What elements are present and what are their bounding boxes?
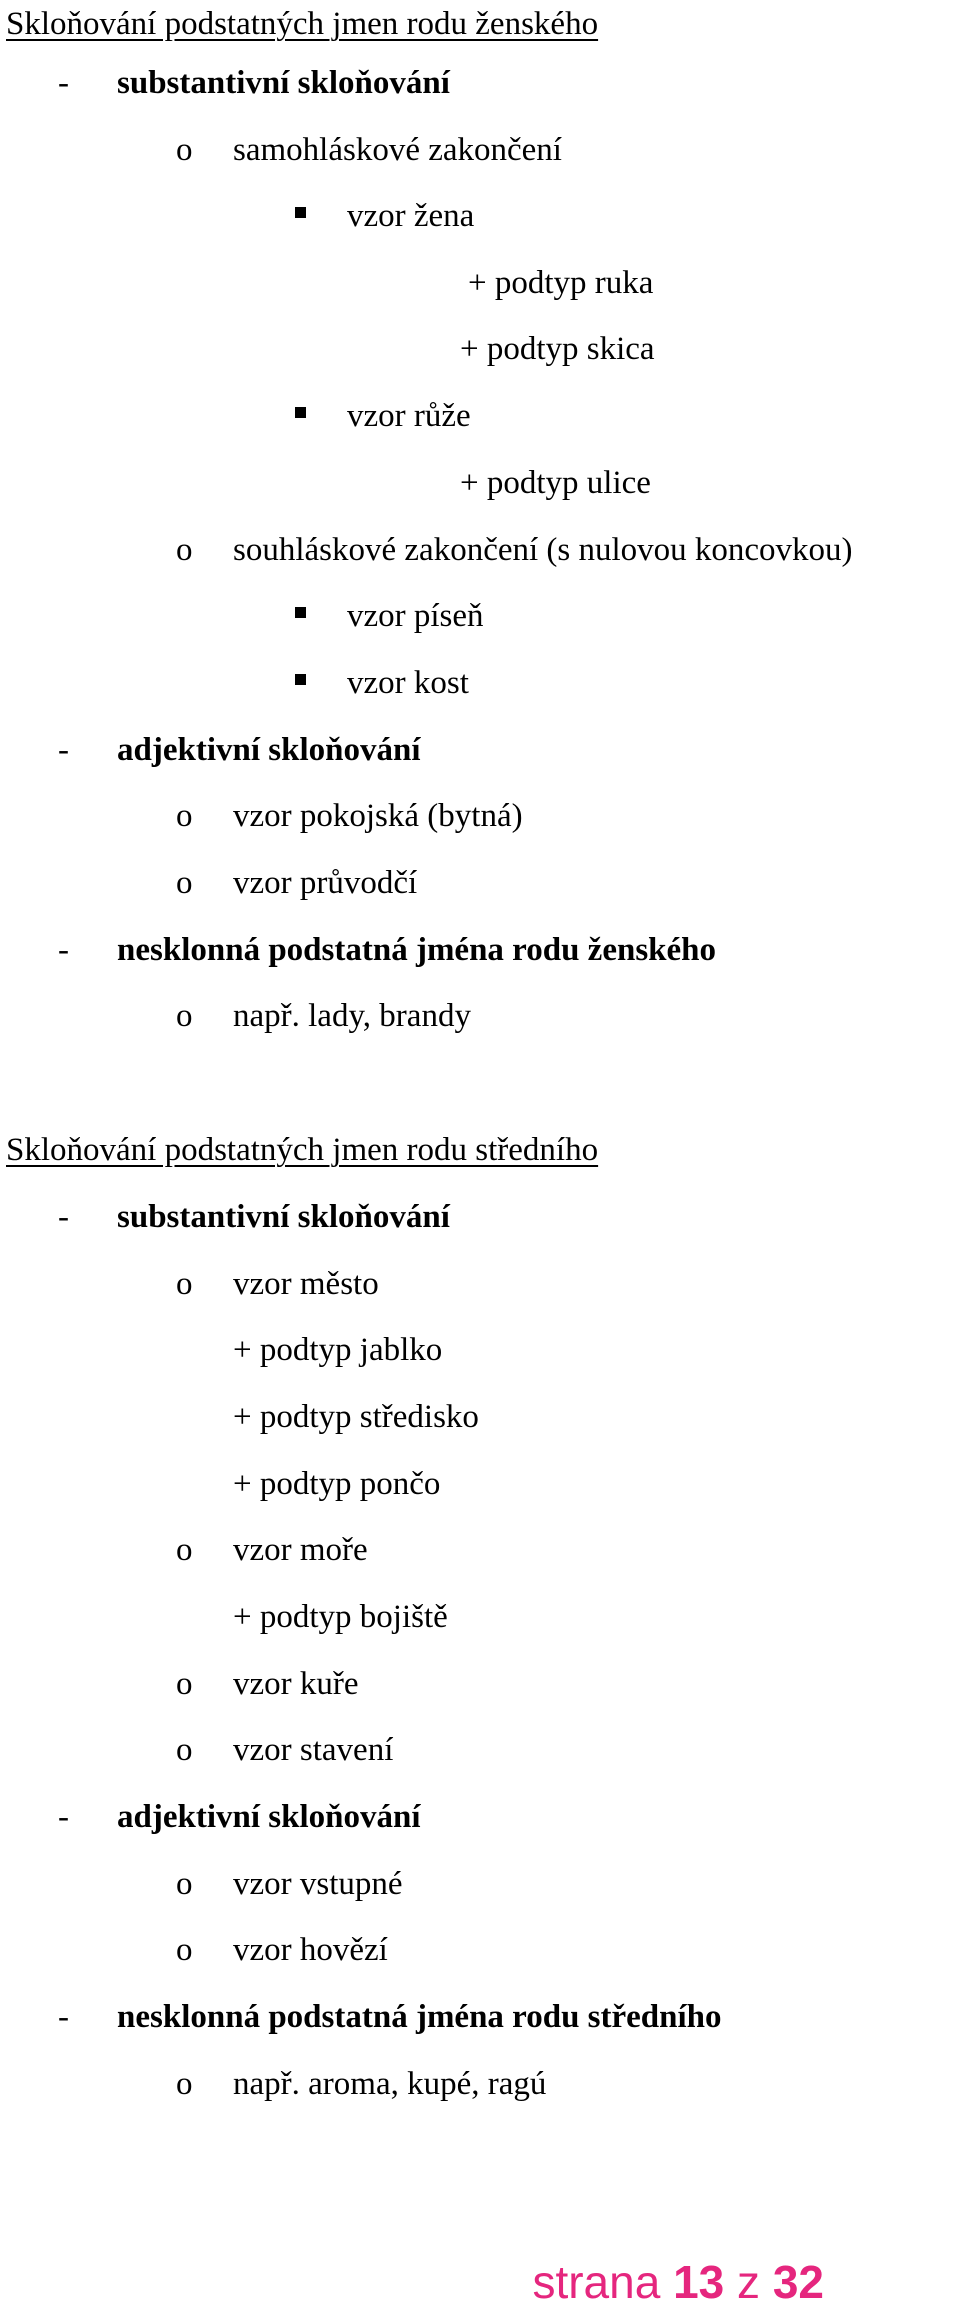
- of-word: z: [737, 2256, 761, 2308]
- dash-bullet: -: [58, 932, 69, 968]
- heading-feminine: Skloňování podstatných jmen rodu ženského: [6, 6, 599, 42]
- total-page-number: 32: [772, 2256, 824, 2308]
- item-label: substantivní skloňování: [117, 1199, 450, 1235]
- circle-bullet: o: [176, 1532, 193, 1568]
- item-label: vzor píseň: [347, 598, 484, 634]
- circle-bullet: o: [176, 1266, 193, 1302]
- subtype-stredisko: + podtyp středisko: [233, 1399, 479, 1435]
- item-label: vzor vstupné: [233, 1866, 403, 1902]
- circle-bullet: o: [176, 798, 193, 834]
- item-label: vzor žena: [347, 198, 475, 234]
- item-label: nesklonná podstatná jména rodu ženského: [117, 932, 717, 968]
- circle-bullet: o: [176, 1666, 193, 1702]
- item-label: vzor hovězí: [233, 1932, 388, 1968]
- page-word: strana: [532, 2256, 661, 2308]
- dash-bullet: -: [58, 65, 69, 101]
- dash-bullet: -: [58, 1999, 69, 2035]
- circle-bullet: o: [176, 865, 193, 901]
- square-bullet-icon: [295, 407, 306, 418]
- square-bullet-icon: [295, 674, 306, 685]
- circle-bullet: o: [176, 1732, 193, 1768]
- circle-bullet: o: [176, 2066, 193, 2102]
- item-label: vzor růže: [347, 398, 471, 434]
- item-label: substantivní skloňování: [117, 65, 450, 101]
- circle-bullet: o: [176, 998, 193, 1034]
- subtype-ulice: + podtyp ulice: [460, 465, 651, 501]
- item-label: např. lady, brandy: [233, 998, 471, 1034]
- item-label: souhláskové zakončení (s nulovou koncovkou): [233, 532, 853, 568]
- item-label: vzor pokojská (bytná): [233, 798, 523, 834]
- subtype-bojiste: + podtyp bojiště: [233, 1599, 448, 1635]
- subtype-ponco: + podtyp pončo: [233, 1466, 441, 1502]
- item-label: vzor kuře: [233, 1666, 359, 1702]
- item-label: vzor průvodčí: [233, 865, 418, 901]
- item-label: vzor moře: [233, 1532, 368, 1568]
- circle-bullet: o: [176, 1932, 193, 1968]
- item-label: vzor kost: [347, 665, 469, 701]
- item-label: samohláskové zakončení: [233, 132, 562, 168]
- heading-neuter: Skloňování podstatných jmen rodu středního: [6, 1132, 599, 1168]
- current-page-number: 13: [673, 2256, 725, 2308]
- subtype-ruka: + podtyp ruka: [468, 265, 654, 301]
- square-bullet-icon: [295, 207, 306, 218]
- dash-bullet: -: [58, 1799, 69, 1835]
- item-label: adjektivní skloňování: [117, 732, 421, 768]
- item-label: nesklonná podstatná jména rodu středního: [117, 1999, 722, 2035]
- subtype-jablko: + podtyp jablko: [233, 1332, 443, 1368]
- dash-bullet: -: [58, 732, 69, 768]
- subtype-skica: + podtyp skica: [460, 331, 655, 367]
- circle-bullet: o: [176, 132, 193, 168]
- circle-bullet: o: [176, 1866, 193, 1902]
- item-label: vzor stavení: [233, 1732, 394, 1768]
- item-label: např. aroma, kupé, ragú: [233, 2066, 547, 2102]
- item-label: adjektivní skloňování: [117, 1799, 421, 1835]
- circle-bullet: o: [176, 532, 193, 568]
- dash-bullet: -: [58, 1199, 69, 1235]
- square-bullet-icon: [295, 607, 306, 618]
- page-counter: [532, 2255, 824, 2309]
- item-label: vzor město: [233, 1266, 379, 1302]
